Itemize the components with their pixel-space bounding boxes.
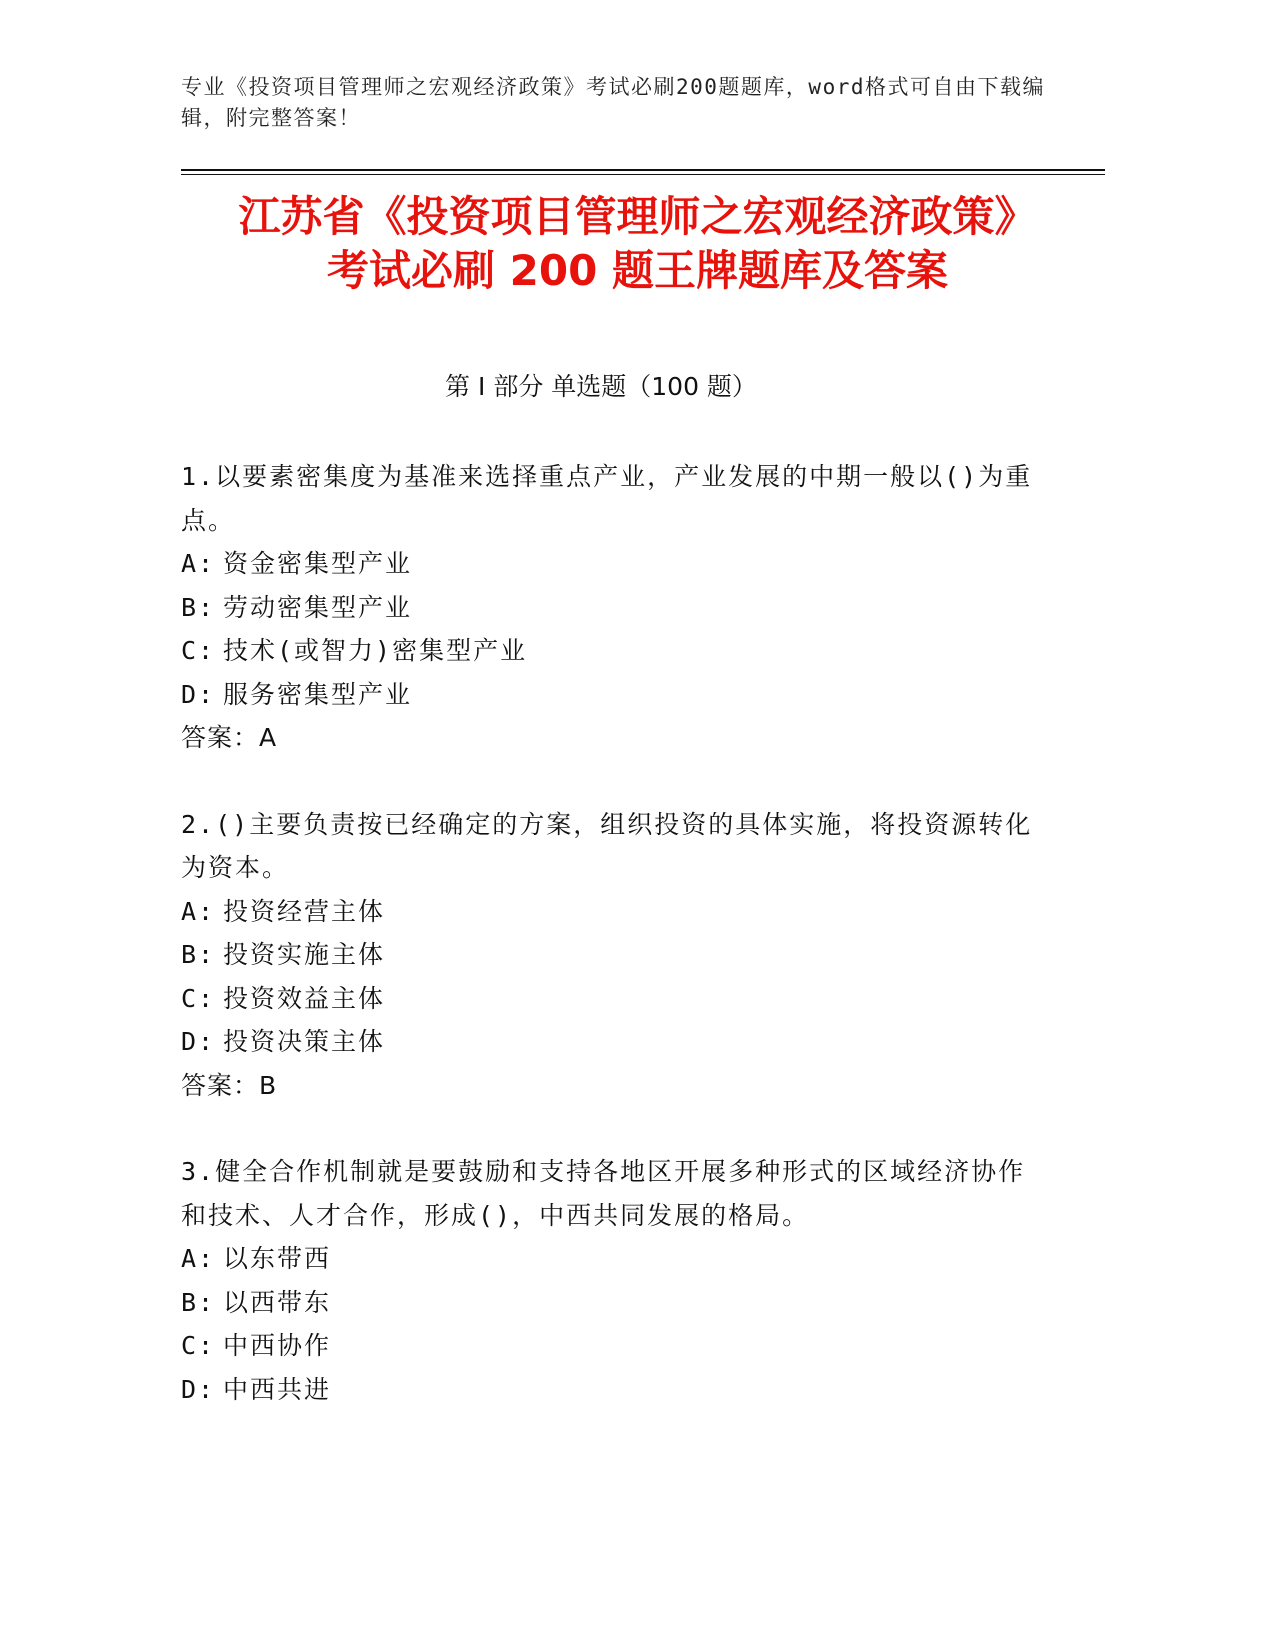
option-letter: B:	[181, 1287, 216, 1317]
option-d	[181, 1020, 1041, 1064]
option-text: 技术(或智力)密集型产业	[223, 636, 528, 665]
document-title	[140, 190, 1135, 298]
section-heading: 第 I 部分 单选题（100 题）	[445, 372, 757, 401]
option-letter: B:	[181, 592, 216, 622]
option-text: 投资经营主体	[223, 896, 386, 926]
option-text: 投资实施主体	[223, 940, 386, 969]
option-text: 资金密集型产业	[223, 549, 413, 578]
header-note: 专业《投资项目管理师之宏观经济政策》考试必刷200题题库，word格式可自由下载编辑，附完整答案！	[181, 75, 1045, 130]
option-letter: A:	[181, 1244, 216, 1273]
question-2	[181, 803, 1041, 1108]
answer-line: 答案：A	[181, 723, 278, 752]
option-letter: D:	[181, 679, 216, 709]
option-a	[181, 542, 1041, 586]
option-b	[181, 586, 1041, 630]
title-line-1: 江苏省《投资项目管理师之宏观经济政策》	[238, 192, 1037, 241]
option-text: 中西协作	[223, 1331, 332, 1360]
option-text: 以东带西	[223, 1244, 332, 1273]
option-c	[181, 977, 1041, 1021]
option-b	[181, 933, 1041, 977]
option-c	[181, 629, 1041, 673]
question-list	[181, 455, 1041, 1454]
option-text: 投资效益主体	[223, 983, 386, 1013]
title-line-2: 考试必刷 200 题王牌题库及答案	[327, 246, 948, 295]
option-text: 投资决策主体	[223, 1027, 386, 1056]
option-d	[181, 1368, 1041, 1412]
option-b	[181, 1281, 1041, 1325]
option-letter: D:	[181, 1374, 216, 1404]
header-divider-thin	[181, 174, 1105, 175]
option-text: 中西共进	[223, 1374, 332, 1404]
option-letter: A:	[181, 896, 216, 926]
header-divider-thick	[181, 169, 1105, 171]
option-text: 劳动密集型产业	[223, 592, 413, 622]
option-letter: B:	[181, 940, 216, 969]
option-d	[181, 673, 1041, 717]
option-c	[181, 1324, 1041, 1368]
option-letter: C:	[181, 983, 216, 1013]
question-3	[181, 1150, 1041, 1411]
option-letter: C:	[181, 636, 216, 665]
option-text: 服务密集型产业	[223, 679, 413, 709]
question-stem: 3.健全合作机制就是要鼓励和支持各地区开展多种形式的区域经济协作和技术、人才合作，形成()，中西共同发展的格局。	[181, 1157, 1026, 1230]
option-a	[181, 890, 1041, 934]
answer-line: 答案：B	[181, 1070, 278, 1100]
question-stem: 1.以要素密集度为基准来选择重点产业，产业发展的中期一般以()为重点。	[181, 462, 1033, 535]
option-a	[181, 1237, 1041, 1281]
question-stem: 2.()主要负责按已经确定的方案，组织投资的具体实施，将投资源转化为资本。	[181, 809, 1033, 882]
option-letter: D:	[181, 1027, 216, 1056]
option-letter: C:	[181, 1331, 216, 1360]
question-1	[181, 455, 1041, 760]
option-letter: A:	[181, 549, 216, 578]
option-text: 以西带东	[223, 1287, 332, 1317]
